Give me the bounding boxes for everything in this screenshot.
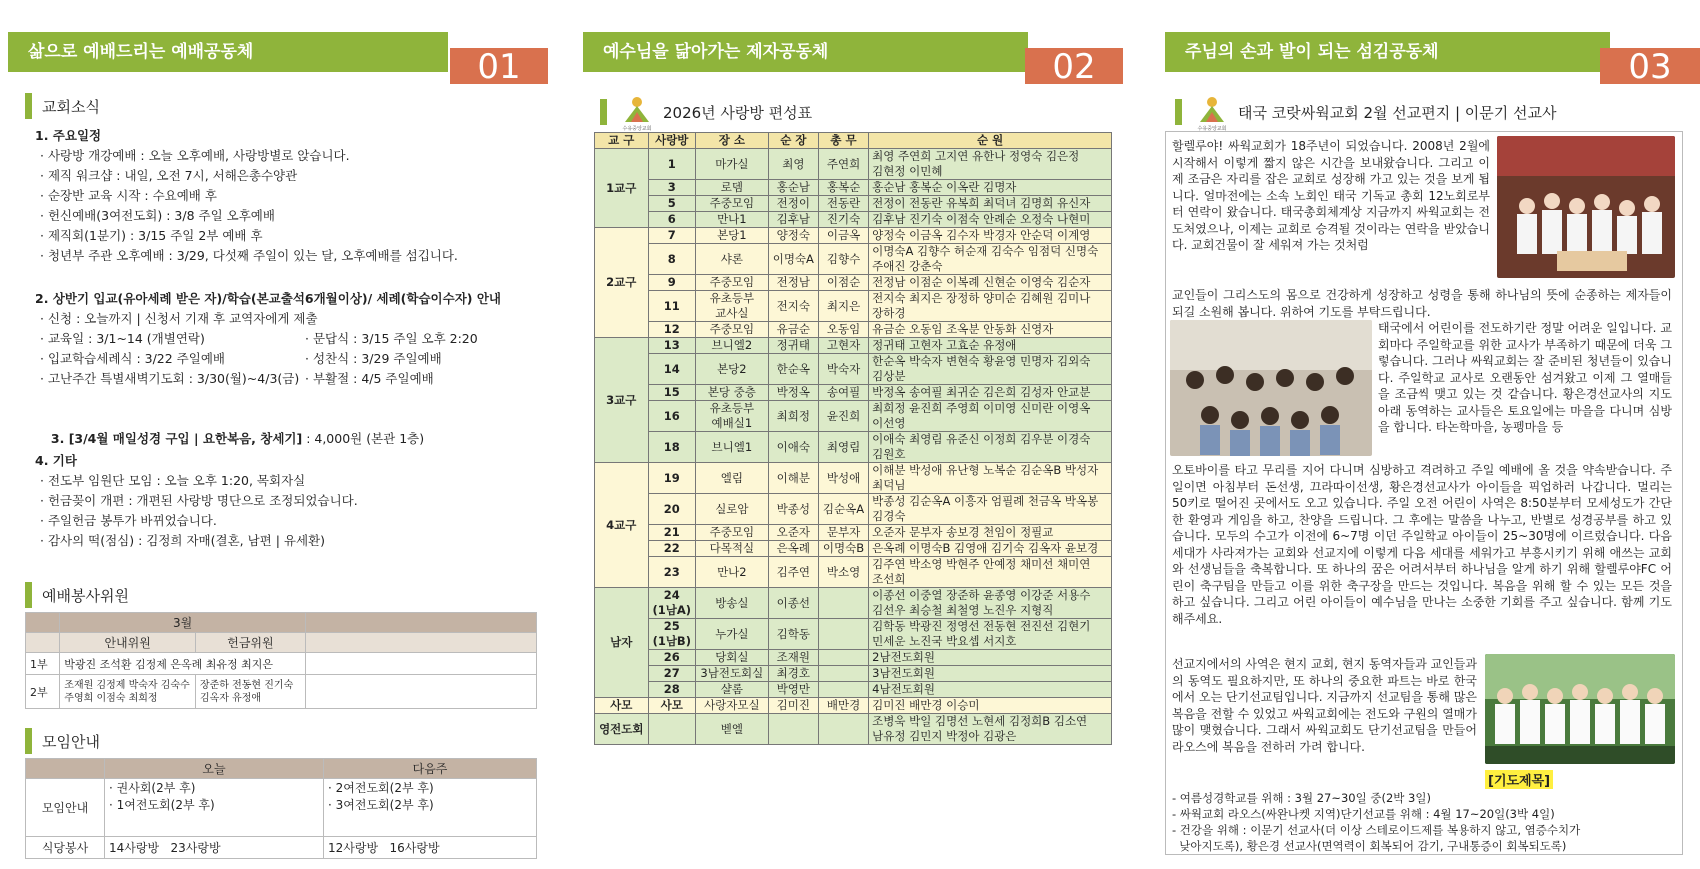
roster-row	[595, 619, 1112, 650]
church-photo-1	[1497, 136, 1675, 278]
room-number: 8	[648, 244, 695, 275]
letter-title-text: 태국 코랏싸웍교회 2월 선교편지 | 이문기 선교사	[1238, 103, 1557, 122]
prayer-list	[1172, 790, 1580, 854]
list-item: · 청년부 주관 오후예배 : 3/29, 다섯째 주일이 있는 달, 오후예배를 섬깁니다.	[40, 248, 458, 263]
blank-cell	[305, 633, 536, 653]
room-number: 6	[648, 212, 695, 228]
room-number: 12	[648, 322, 695, 338]
roster-row	[595, 714, 1112, 745]
secretary: 송여필	[818, 385, 868, 401]
place: 주중모임	[695, 275, 768, 291]
letter-title	[1175, 92, 1557, 132]
list-item: · 순장반 교육 시작 : 수요예배 후	[40, 188, 217, 203]
place: 실로암	[695, 494, 768, 525]
members: 최영 주연희 고지연 유한나 정영숙 김은정 김현정 이민혜	[869, 149, 1112, 180]
meeting-next: · 2여전도회(2부 후) · 3여전도회(2부 후)	[324, 779, 537, 837]
room-number: 19	[648, 463, 695, 494]
leader: 전정남	[768, 275, 818, 291]
letter-para-1: 할렐루야! 싸웍교회가 18주년이 되었습니다. 2008년 2월에 시작해서 이렇게 짧지 않은 시간을 보내왔습니다. 그리고 이제 조금은 자리를 잡은 교회로 성장해 가고 있는 것을 보게 됩니다. 얼마전에는 소속 노회인 태국 기독교 총회 12노회로부터 연락이 왔습니다. 태국총회체계상 지금까지 싸웍교회는 전도처였으나, 이제는 교회로 승격될 것이라는 연락을 받았습니다. 교회건물이 잘 세워져 가는 것처럼	[1172, 139, 1490, 252]
place: 누가실	[695, 619, 768, 650]
leader: 양정숙	[768, 228, 818, 244]
roster-row	[595, 149, 1112, 180]
list-item: · 신청 : 오늘까지 | 신청서 기재 후 교역자에게 제출	[40, 311, 318, 326]
column-worship	[0, 0, 560, 869]
secretary: 문부자	[818, 525, 868, 541]
worship-staff-title	[25, 582, 129, 608]
roster-row	[595, 557, 1112, 588]
roster-title	[600, 92, 812, 132]
place: 본당2	[695, 354, 768, 385]
prayer-item: - 싸웍교회 라오스(싸완나켓 지역)단기선교를 위해 : 4월 17~20일(3박 4일)	[1172, 807, 1555, 821]
misc-title: 4. 기타	[35, 453, 77, 468]
district-cell: 4교구	[595, 463, 649, 588]
room-number: 27	[648, 666, 695, 682]
column-header: 총 무	[818, 133, 868, 149]
logo-text: 수유중앙교회	[1197, 126, 1227, 132]
district-cell: 1교구	[595, 149, 649, 228]
members: 전지숙 최지은 장정하 양미순 김혜원 김미나 장하경	[869, 291, 1112, 322]
meeting-title	[25, 728, 100, 754]
secretary: 배만경	[818, 698, 868, 714]
service-offering: 장준하 전동현 진기숙 김옥자 유정애	[195, 675, 305, 709]
place: 주중모임	[695, 525, 768, 541]
members: 4남전도회원	[869, 682, 1112, 698]
members: 최희정 윤진희 주영희 이미영 신미란 이영옥 이선영	[869, 401, 1112, 432]
blank-cell	[26, 613, 60, 633]
secretary: 이금옥	[818, 228, 868, 244]
room-number: 20	[648, 494, 695, 525]
secretary: 이점순	[818, 275, 868, 291]
members: 전정남 이점순 이복례 신현순 이영숙 김순자	[869, 275, 1112, 291]
roster-row	[595, 322, 1112, 338]
meeting-title-text: 모임안내	[42, 732, 100, 751]
room-number: 28	[648, 682, 695, 698]
title-bar	[25, 728, 32, 754]
members: 오준자 문부자 송보경 천임이 정필교	[869, 525, 1112, 541]
secretary: 박성애	[818, 463, 868, 494]
members: 한순옥 박숙자 변현숙 황윤영 민명자 김외숙 김상분	[869, 354, 1112, 385]
column-header: 교 구	[595, 133, 649, 149]
meal-next: 12사랑방 16사랑방	[324, 837, 537, 859]
leader: 박정옥	[768, 385, 818, 401]
secretary: 최영림	[818, 432, 868, 463]
members: 은옥례 이명숙B 김영애 김기숙 김옥자 윤보경	[869, 541, 1112, 557]
column-header: 장 소	[695, 133, 768, 149]
roster-row	[595, 666, 1112, 682]
blank-cell	[305, 613, 536, 633]
baptism-title: 2. 상반기 입교(유아세례 받은 자)/학습(본교출석6개월이상)/ 세례(학습이수자) 안내	[35, 291, 501, 306]
service-staff: 박광진 조석환 김정제 은옥례 최유정 최지은	[60, 653, 306, 675]
members: 이명숙A 김향수 허순재 김숙수 임점덕 신명숙 주애진 강춘숙	[869, 244, 1112, 275]
section-number: 02	[1025, 48, 1123, 84]
leader: 유금순	[768, 322, 818, 338]
leader	[768, 714, 818, 745]
members: 유금순 오동임 조옥분 안동화 신영자	[869, 322, 1112, 338]
roster-row	[595, 401, 1112, 432]
column-header: 사랑방	[648, 133, 695, 149]
district-cell: 2교구	[595, 228, 649, 338]
roster-row	[595, 196, 1112, 212]
room-number: 26	[648, 650, 695, 666]
list-item: · 헌신예배(3여전도회) : 3/8 주일 오후예배	[40, 208, 275, 223]
leader: 김미진	[768, 698, 818, 714]
today-col: 오늘	[105, 759, 324, 779]
place: 유초등부 예배실1	[695, 401, 768, 432]
place: 마가실	[695, 149, 768, 180]
room-number: 21	[648, 525, 695, 541]
blank-cell	[305, 653, 536, 675]
worship-staff-table	[25, 612, 537, 709]
notice-title	[25, 93, 100, 119]
leader: 최경호	[768, 666, 818, 682]
list-item: · 전도부 임원단 모임 : 오늘 오후 1:20, 목회자실	[40, 473, 306, 488]
meeting-label: 모임안내	[26, 779, 105, 837]
leader: 오준자	[768, 525, 818, 541]
leader: 전지숙	[768, 291, 818, 322]
leader: 이애숙	[768, 432, 818, 463]
list-item: · 성찬식 : 3/29 주일예배	[305, 351, 442, 366]
letter-para-2-cont: 오토바이를 타고 무리를 지어 다니며 심방하고 격려하고 주일 예배에 올 것을 약속받습니다. 주일이면 아침부터 돈선생, 끄라따이선생, 황은경선교사가 아이들을 픽업하러 나갑니다. 멀리는 50키로 떨어진 곳에서도 오고 있습니다. 주일 오전 어린이 사역은 8:50분부터 모세성도가 간단한 환영과 게임을 하고, 찬양을 드립니다. 그 후에는 말씀을 나누고, 반별로 성경공부를 하고 있습니다. 모두의 수고가 이전에 6~7명 이던 주일학교 아이들이 25~30명에 이르렀습니다. 다음세대가 사라져가는 교회와 선교지에 이렇게 다음 세대를 세워가고 부흥시키기 위해 애쓰는 교회와 선생님들을 축복합니다. 또 하나의 꿈은 어려서부터 하나님을 알게 하기 위해 할렐루야FC 어린이 축구팀을 만들고 이를 위한 축구장을 만드는 것입니다. 복음을 위해 할 수 있는 모든 것을 하고 싶습니다. 그리고 어린 아이들이 예수님을 만나는 소중한 기회를 주고 싶습니다. 함께 기도해주세요.	[1172, 463, 1672, 626]
members: 김미진 배만경 이승미	[869, 698, 1112, 714]
list-item: · 헌금꽂이 개편 : 개편된 사랑방 명단으로 조정되었습니다.	[40, 493, 358, 508]
letter-para-2: 태국에서 어린이를 전도하기란 정말 어려운 일입니다. 교회마다 주일학교를 위한 교사가 부족하기 때문에 더욱 그렇습니다. 그러나 싸웍교회는 잘 준비된 청년들이 있습니다. 주일학교 교사로 오랜동안 섬겨왔고 이제 그 열매들을 조금씩 맺고 있는 것 같습니다. 황은경선교사의 지도아래 동역하는 교사들은 토요일에는 마을을 다니며 심방을 합니다. 타논학마을, 농펭마을 등	[1378, 321, 1672, 434]
list-item: · 주일헌금 봉투가 바뀌었습니다.	[40, 513, 217, 528]
secretary: 이명숙B	[818, 541, 868, 557]
blank-cell	[305, 675, 536, 709]
district-cell: 남자	[595, 588, 649, 698]
church-logo-icon	[1192, 92, 1232, 132]
section-number: 03	[1600, 48, 1700, 84]
logo-text: 수유중앙교회	[622, 126, 652, 132]
room-number: 25 (1남B)	[648, 619, 695, 650]
roster-row	[595, 650, 1112, 666]
place: 주중모임	[695, 196, 768, 212]
leader: 정귀태	[768, 338, 818, 354]
members: 전정이 전동란 유복희 최덕녀 김명희 유신자	[869, 196, 1112, 212]
room-number	[648, 714, 695, 745]
district-cell: 3교구	[595, 338, 649, 463]
secretary: 최지은	[818, 291, 868, 322]
roster-row	[595, 525, 1112, 541]
secretary	[818, 650, 868, 666]
members: 김후남 진기숙 이점숙 안례순 오정숙 나현미	[869, 212, 1112, 228]
title-bar	[600, 99, 607, 125]
secretary: 윤진희	[818, 401, 868, 432]
place: 본당 중층	[695, 385, 768, 401]
leader: 김학동	[768, 619, 818, 650]
meeting-table	[25, 758, 537, 859]
room-number: 18	[648, 432, 695, 463]
place: 방송실	[695, 588, 768, 619]
baptism-right-list	[305, 329, 478, 389]
bible-purchase-title: 3. [3/4월 매일성경 구입 | 요한복음, 창세기]	[50, 431, 303, 446]
church-logo-icon	[617, 92, 657, 132]
members: 3남전도회원	[869, 666, 1112, 682]
secretary: 홍복순	[818, 180, 868, 196]
members: 2남전도회원	[869, 650, 1112, 666]
list-item: · 제직회(1분기) : 3/15 주일 2부 예배 후	[40, 228, 263, 243]
list-item: · 제직 워크샵 : 내일, 오전 7시, 서해은총수양관	[40, 168, 298, 183]
members: 김학동 박광진 정영선 전동현 전진선 김현기 민세운 노진국 박요셉 서지호	[869, 619, 1112, 650]
secretary	[818, 682, 868, 698]
list-item: · 문답식 : 3/15 주일 오후 2:20	[305, 331, 478, 346]
roster-row	[595, 463, 1112, 494]
place: 만나1	[695, 212, 768, 228]
room-number: 24 (1남A)	[648, 588, 695, 619]
roster-row	[595, 180, 1112, 196]
month-cell: 3월	[60, 613, 306, 633]
list-item: · 교육일 : 3/1~14 (개별연락)	[40, 331, 205, 346]
roster-row	[595, 291, 1112, 322]
leader: 박영만	[768, 682, 818, 698]
leader: 한순옥	[768, 354, 818, 385]
roster-row	[595, 682, 1112, 698]
worship-staff-title-text: 예배봉사위원	[42, 586, 129, 605]
schedule-list	[40, 146, 458, 266]
prayer-item: - 건강을 위해 : 이문기 선교사(더 이상 스테로이드제를 복용하지 않고, 염증수치가 낮아지도록), 황은경 선교사(면역력이 회복되어 감기, 구내통증이 회복되도록)	[1172, 823, 1581, 853]
district-cell: 사모	[595, 698, 649, 714]
roster-row	[595, 494, 1112, 525]
meeting-today: · 권사회(2부 후) · 1여전도회(2부 후)	[105, 779, 324, 837]
room-number: 7	[648, 228, 695, 244]
list-item: · 입교학습세례식 : 3/22 주일예배	[40, 351, 225, 366]
leader: 김후남	[768, 212, 818, 228]
place: 3남전도회실	[695, 666, 768, 682]
blank-cell	[26, 633, 60, 653]
leader: 홍순남	[768, 180, 818, 196]
children-photo	[1170, 320, 1372, 456]
secretary: 주연희	[818, 149, 868, 180]
guide-col: 안내위원	[60, 633, 196, 653]
secretary: 김순옥A	[818, 494, 868, 525]
room-number: 1	[648, 149, 695, 180]
roster-row	[595, 354, 1112, 385]
secretary	[818, 588, 868, 619]
room-number: 14	[648, 354, 695, 385]
place: 만나2	[695, 557, 768, 588]
blank-cell	[26, 759, 105, 779]
members: 박종성 김순옥A 이흥자 엄필례 천금옥 박옥봉 김경숙	[869, 494, 1112, 525]
roster-row	[595, 588, 1112, 619]
section-header: 예수님을 닮아가는 제자공동체	[583, 32, 1028, 72]
room-number: 사모	[648, 698, 695, 714]
letter-para-3: 선교지에서의 사역은 현지 교회, 현지 동역자들과 교인들과의 동역도 필요하지만, 또 하나의 중요한 파트는 바로 한국에서 오는 단기선교팀입니다. 지금까지 선교팀을 통해 많은 복음을 전할 수 있었고 싸웍교회에는 전도와 구원의 열매가 많이 맺혔습니다. 그래서 싸웍교회도 단기선교팀을 만들어 라오스에 복음을 전하러 가려 합니다.	[1172, 657, 1477, 754]
room-number: 11	[648, 291, 695, 322]
members: 이종선 이중열 장준하 윤종영 이강준 서용수 김선우 최승철 최철영 노진우 지형직	[869, 588, 1112, 619]
secretary: 진기숙	[818, 212, 868, 228]
secretary	[818, 714, 868, 745]
members: 김주연 박소영 박현주 안예정 채미선 채미연 조선희	[869, 557, 1112, 588]
leader: 이명숙A	[768, 244, 818, 275]
members: 양정숙 이금옥 김수자 박경자 안순덕 이계영	[869, 228, 1112, 244]
meal-today: 14사랑방 23사랑방	[105, 837, 324, 859]
room-number: 13	[648, 338, 695, 354]
prayer-label: [기도제목]	[1485, 770, 1553, 789]
list-item: · 고난주간 특별새벽기도회 : 3/30(월)~4/3(금)	[40, 371, 300, 386]
room-number: 15	[648, 385, 695, 401]
roster-row	[595, 698, 1112, 714]
roster-row	[595, 228, 1112, 244]
roster-row	[595, 212, 1112, 228]
leader: 은옥례	[768, 541, 818, 557]
leader: 최영	[768, 149, 818, 180]
roster-row	[595, 385, 1112, 401]
place: 다목적실	[695, 541, 768, 557]
leader: 박종성	[768, 494, 818, 525]
roster-row	[595, 338, 1112, 354]
members: 정귀태 고현자 고효순 유정애	[869, 338, 1112, 354]
place: 브니엘2	[695, 338, 768, 354]
mission-team-photo	[1485, 654, 1675, 764]
list-item: · 부활절 : 4/5 주일예배	[305, 371, 434, 386]
place: 브니엘1	[695, 432, 768, 463]
list-item: · 감사의 떡(점심) : 김정희 자매(결혼, 남편 | 유세환)	[40, 533, 326, 548]
list-item: · 사랑방 개강예배 : 오늘 오후예배, 사랑방별로 앉습니다.	[40, 148, 350, 163]
title-bar	[25, 93, 32, 119]
roster-row	[595, 432, 1112, 463]
roster-row	[595, 244, 1112, 275]
offering-col: 헌금위원	[195, 633, 305, 653]
title-bar	[25, 582, 32, 608]
leader: 김주연	[768, 557, 818, 588]
section-header: 삶으로 예배드리는 예배공동체	[8, 32, 448, 72]
room-number: 3	[648, 180, 695, 196]
meal-label: 식당봉사	[26, 837, 105, 859]
room-number: 9	[648, 275, 695, 291]
roster-title-text: 2026년 사랑방 편성표	[663, 103, 813, 122]
members: 이애숙 최영림 유준신 이정희 김우분 이경숙 김원호	[869, 432, 1112, 463]
place: 벧엘	[695, 714, 768, 745]
secretary: 오동임	[818, 322, 868, 338]
leader: 조재원	[768, 650, 818, 666]
leader: 이해분	[768, 463, 818, 494]
letter-para-1-tail: 교인들이 그리스도의 몸으로 건강하게 성장하고 성령을 통해 하나님의 뜻에 순종하는 제자들이 되길 소원해 봅니다. 위하여 기도를 부탁드립니다.	[1172, 288, 1672, 319]
schedule-title: 1. 주요일정	[35, 128, 102, 143]
members: 조병욱 박일 김명선 노현세 김정희B 김소연 남유정 김민지 박정아 김광은	[869, 714, 1112, 745]
room-number: 5	[648, 196, 695, 212]
notice-title-text: 교회소식	[42, 97, 100, 116]
place: 본당1	[695, 228, 768, 244]
leader: 이종선	[768, 588, 818, 619]
roster-row	[595, 275, 1112, 291]
section-header: 주님의 손과 발이 되는 섬김공동체	[1165, 32, 1610, 72]
secretary: 박숙자	[818, 354, 868, 385]
place: 유초등부 교사실	[695, 291, 768, 322]
prayer-item: - 여름성경학교를 위해 : 3월 27~30일 중(2박 3일)	[1172, 791, 1431, 805]
leader: 최희정	[768, 401, 818, 432]
secretary: 김향수	[818, 244, 868, 275]
room-number: 22	[648, 541, 695, 557]
secretary	[818, 666, 868, 682]
place: 엘림	[695, 463, 768, 494]
members: 홍순남 홍복순 이옥란 김명자	[869, 180, 1112, 196]
place: 샤론	[695, 244, 768, 275]
secretary: 전동란	[818, 196, 868, 212]
place: 주중모임	[695, 322, 768, 338]
members: 박정옥 송여필 최귀순 김은희 김성자 안교분	[869, 385, 1112, 401]
place: 당회실	[695, 650, 768, 666]
secretary	[818, 619, 868, 650]
secretary: 박소영	[818, 557, 868, 588]
place: 사랑자모실	[695, 698, 768, 714]
column-header: 순 장	[768, 133, 818, 149]
next-col: 다음주	[324, 759, 537, 779]
place: 샬롬	[695, 682, 768, 698]
bible-purchase-price: : 4,000원 (본관 1층)	[302, 431, 425, 446]
roster-row	[595, 541, 1112, 557]
bible-purchase	[35, 409, 424, 469]
place: 로뎀	[695, 180, 768, 196]
section-number: 01	[450, 48, 548, 84]
roster-table	[594, 132, 1112, 745]
service-guide: 조재원 김정제 박숙자 김숙수 주영희 이점숙 최희정	[60, 675, 196, 709]
district-cell: 영전도회	[595, 714, 649, 745]
secretary: 고현자	[818, 338, 868, 354]
service-label: 1부	[26, 653, 60, 675]
members: 이해분 박성애 유난형 노복순 김순옥B 박성자 최덕님	[869, 463, 1112, 494]
room-number: 16	[648, 401, 695, 432]
room-number: 23	[648, 557, 695, 588]
leader: 전정이	[768, 196, 818, 212]
service-label: 2부	[26, 675, 60, 709]
baptism-list	[40, 309, 318, 389]
misc-list	[40, 471, 358, 551]
title-bar	[1175, 99, 1182, 125]
column-header: 순 원	[869, 133, 1112, 149]
